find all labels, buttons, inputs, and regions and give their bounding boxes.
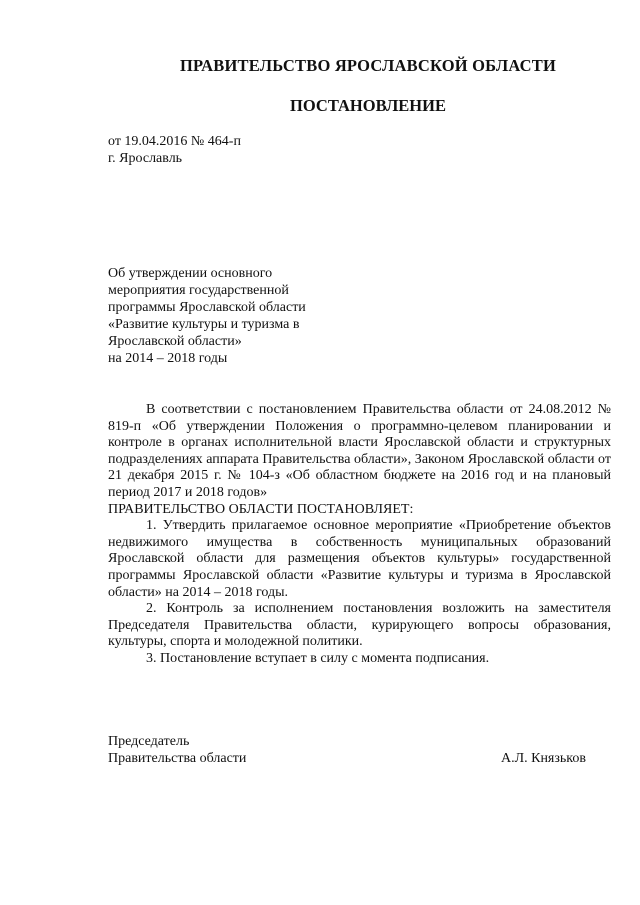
- subject-line: на 2014 – 2018 годы: [108, 351, 228, 366]
- document-meta: [108, 133, 241, 167]
- resolves-line: ПРАВИТЕЛЬСТВО ОБЛАСТИ ПОСТАНОВЛЯЕТ:: [108, 501, 414, 517]
- document-body: [108, 402, 611, 668]
- signatory-title-line2: Правительства области: [108, 751, 247, 766]
- signatory-title-line1: Председатель: [108, 734, 190, 749]
- preamble-paragraph: В соответствии с постановлением Правительства области от 24.08.2012 № 819-п «Об утверждении Положения о программно-целевом планировании и контроле в органах исполнительной власти Ярославской области и структурных подразделениях аппарата Правительства области», Законом Ярославской области от 21 декабря 2015 г. № 104-з «Об областном бюджете на 2016 год и на плановый период 2017 и 2018 годов»: [108, 402, 611, 500]
- document-type: ПОСТАНОВЛЕНИЕ: [290, 96, 446, 115]
- subject-line: программы Ярославской области: [108, 300, 306, 315]
- signatory-name: А.Л. Князьков: [501, 751, 586, 766]
- item-1-paragraph: 1. Утвердить прилагаемое основное мероприятие «Приобретение объектов недвижимого имущества в собственность муниципальных образований Ярославской области для размещения объектов культуры» государственной программы Ярославской области «Развитие культуры и туризма в Ярославской области» на 2014 – 2018 годы.: [108, 518, 611, 600]
- item-2-paragraph: 2. Контроль за исполнением постановления возложить на заместителя Председателя Правительства области, курирующего вопросы образования, культуры, спорта и молодежной политики.: [108, 601, 611, 650]
- subject-line: Об утверждении основного: [108, 266, 273, 281]
- government-title: ПРАВИТЕЛЬСТВО ЯРОСЛАВСКОЙ ОБЛАСТИ: [179, 56, 557, 75]
- subject-line: Ярославской области»: [108, 334, 242, 349]
- city: г. Ярославль: [108, 151, 183, 166]
- item-3-paragraph: 3. Постановление вступает в силу с момента подписания.: [146, 650, 490, 666]
- subject-line: «Развитие культуры и туризма в: [108, 317, 300, 332]
- signatory-title: [108, 733, 246, 767]
- document-subject: [108, 265, 348, 367]
- date-number: от 19.04.2016 № 464-п: [108, 134, 241, 149]
- subject-line: мероприятия государственной: [108, 283, 289, 298]
